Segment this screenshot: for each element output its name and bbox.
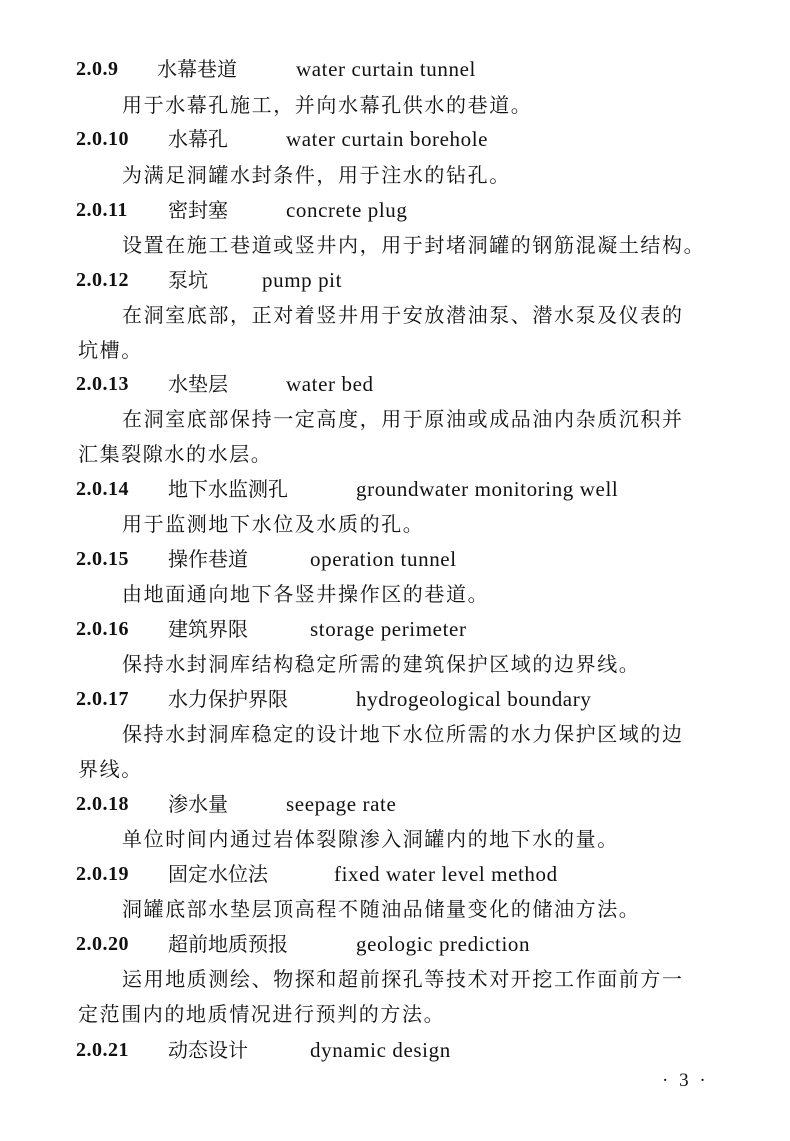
definition-text: 设置在施工巷道或竖井内，用于封堵洞罐的钢筋混凝土结构。 bbox=[122, 233, 706, 257]
term-chinese: 渗水量 bbox=[168, 792, 228, 816]
definition-text: 运用地质测绘、物探和超前探孔等技术对开挖工作面前方一 bbox=[122, 967, 684, 991]
term-definition-continued bbox=[0, 333, 790, 368]
term-chinese: 泵坑 bbox=[168, 268, 208, 292]
term-heading bbox=[0, 612, 790, 647]
term-english: operation tunnel bbox=[310, 547, 457, 571]
term-english: storage perimeter bbox=[310, 617, 467, 641]
definition-text: 单位时间内通过岩体裂隙渗入洞罐内的地下水的量。 bbox=[122, 827, 619, 851]
definition-text: 用于水幕孔施工，并向水幕孔供水的巷道。 bbox=[122, 93, 533, 117]
term-heading bbox=[0, 927, 790, 962]
term-heading bbox=[0, 367, 790, 402]
term-chinese: 动态设计 bbox=[168, 1038, 248, 1062]
term-definition-continued bbox=[0, 437, 790, 472]
term-english: seepage rate bbox=[286, 792, 397, 816]
term-english: hydrogeological boundary bbox=[356, 687, 592, 711]
definition-text: 汇集裂隙水的水层。 bbox=[78, 442, 273, 466]
definition-text: 在洞室底部保持一定高度，用于原油或成品油内杂质沉积并 bbox=[122, 407, 684, 431]
term-number: 2.0.21 bbox=[76, 1039, 129, 1061]
term-chinese: 超前地质预报 bbox=[168, 932, 288, 956]
term-number: 2.0.18 bbox=[76, 793, 129, 815]
term-heading bbox=[0, 682, 790, 717]
term-number: 2.0.14 bbox=[76, 478, 129, 500]
term-english: geologic prediction bbox=[356, 932, 531, 956]
term-definition bbox=[0, 962, 790, 997]
term-heading bbox=[0, 1033, 790, 1068]
term-chinese: 操作巷道 bbox=[168, 547, 248, 571]
term-number: 2.0.13 bbox=[76, 373, 129, 395]
term-heading bbox=[0, 52, 790, 87]
term-heading bbox=[0, 263, 790, 298]
term-chinese: 地下水监测孔 bbox=[168, 477, 288, 501]
term-chinese: 建筑界限 bbox=[168, 617, 248, 641]
term-definition bbox=[0, 402, 790, 437]
term-number: 2.0.17 bbox=[76, 688, 129, 710]
term-chinese: 水垫层 bbox=[168, 372, 228, 396]
term-number: 2.0.11 bbox=[76, 199, 128, 221]
term-english: concrete plug bbox=[286, 198, 408, 222]
definition-text: 用于监测地下水位及水质的孔。 bbox=[122, 512, 425, 536]
term-definition bbox=[0, 577, 790, 612]
definition-text: 洞罐底部水垫层顶高程不随油品储量变化的储油方法。 bbox=[122, 897, 641, 921]
term-english: pump pit bbox=[262, 268, 343, 292]
definition-text: 定范围内的地质情况进行预判的方法。 bbox=[78, 1002, 446, 1026]
term-definition bbox=[0, 507, 790, 542]
term-chinese: 水力保护界限 bbox=[168, 687, 288, 711]
definition-text: 界线。 bbox=[78, 757, 143, 781]
term-english: fixed water level method bbox=[334, 862, 558, 886]
term-chinese: 固定水位法 bbox=[168, 862, 268, 886]
term-number: 2.0.16 bbox=[76, 618, 129, 640]
term-number: 2.0.10 bbox=[76, 128, 129, 150]
term-heading bbox=[0, 472, 790, 507]
term-chinese: 水幕巷道 bbox=[157, 57, 237, 81]
definition-text: 在洞室底部，正对着竖井用于安放潜油泵、潜水泵及仪表的 bbox=[122, 303, 684, 327]
term-definition bbox=[0, 717, 790, 752]
term-definition bbox=[0, 892, 790, 927]
term-chinese: 水幕孔 bbox=[168, 127, 228, 151]
term-heading bbox=[0, 787, 790, 822]
term-definition-continued bbox=[0, 997, 790, 1032]
term-english: water bed bbox=[286, 372, 374, 396]
term-english: groundwater monitoring well bbox=[356, 477, 619, 501]
term-heading bbox=[0, 542, 790, 577]
term-heading bbox=[0, 122, 790, 157]
term-definition bbox=[0, 647, 790, 682]
term-number: 2.0.20 bbox=[76, 933, 129, 955]
term-english: water curtain tunnel bbox=[296, 57, 476, 81]
definition-text: 为满足洞罐水封条件，用于注水的钻孔。 bbox=[122, 163, 511, 187]
term-definition bbox=[0, 88, 790, 123]
term-number: 2.0.19 bbox=[76, 863, 129, 885]
term-heading bbox=[0, 193, 790, 228]
page-number: · 3 · bbox=[662, 1070, 709, 1091]
term-definition-continued bbox=[0, 752, 790, 787]
term-definition bbox=[0, 822, 790, 857]
definition-text: 保持水封洞库稳定的设计地下水位所需的水力保护区域的边 bbox=[122, 722, 684, 746]
term-number: 2.0.15 bbox=[76, 548, 129, 570]
term-definition bbox=[0, 228, 790, 263]
term-heading bbox=[0, 857, 790, 892]
term-definition bbox=[0, 298, 790, 333]
definition-text: 由地面通向地下各竖井操作区的巷道。 bbox=[122, 582, 490, 606]
term-english: dynamic design bbox=[310, 1038, 451, 1062]
term-definition bbox=[0, 158, 790, 193]
term-number: 2.0.12 bbox=[76, 269, 129, 291]
definition-text: 保持水封洞库结构稳定所需的建筑保护区域的边界线。 bbox=[122, 652, 641, 676]
definition-text: 坑槽。 bbox=[78, 338, 143, 362]
term-number: 2.0.9 bbox=[76, 58, 119, 80]
term-chinese: 密封塞 bbox=[168, 198, 228, 222]
term-english: water curtain borehole bbox=[286, 127, 489, 151]
